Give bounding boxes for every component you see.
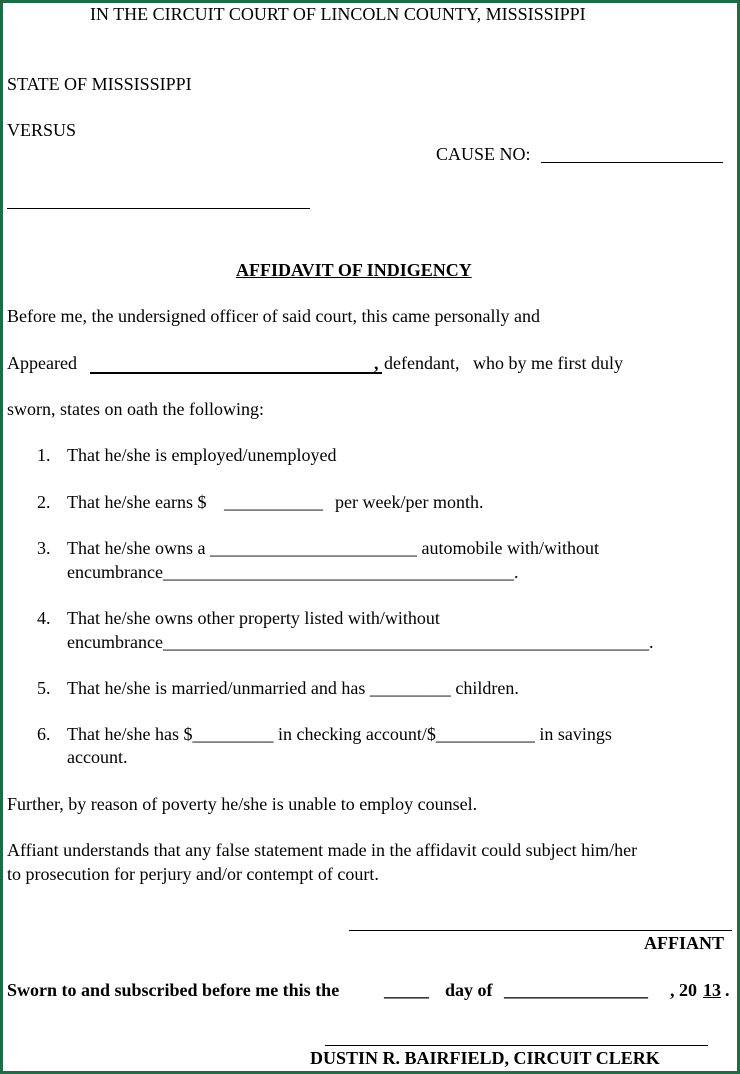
item-marital-status: That he/she is married/unmarried and has _________ children. [67, 678, 519, 698]
appeared-label: Appeared [7, 353, 77, 373]
sworn-year-suffix: 13 [703, 980, 721, 1000]
sworn-month-field[interactable]: ________________ [504, 980, 648, 1000]
cause-number-field[interactable] [541, 162, 723, 163]
sworn-period: . [725, 980, 730, 1000]
affiant-statement: Affiant understands that any false statement made in the affidavit could subject him/her [7, 840, 638, 860]
item-employment: That he/she is employed/unemployed [67, 445, 337, 465]
item-accounts-cont: account. [67, 747, 128, 767]
sworn-day-of: day of [445, 980, 493, 1000]
clerk-signature-line[interactable] [325, 1045, 708, 1046]
further-statement: Further, by reason of poverty he/she is unable to employ counsel. [7, 794, 478, 814]
appeared-name-field[interactable] [90, 372, 382, 374]
appeared-comma: , [374, 353, 379, 373]
defendant-name-field[interactable] [7, 208, 310, 209]
item-earnings-period: per week/per month. [335, 492, 484, 512]
affiant-label: AFFIANT [644, 933, 724, 953]
sworn-year-prefix: , 20 [670, 980, 697, 1000]
cause-number-label: CAUSE NO: [436, 144, 531, 164]
sworn-text: Sworn to and subscribed before me this the [7, 980, 340, 1000]
item-number: 2. [37, 492, 51, 512]
item-number: 3. [37, 538, 51, 558]
party-state: STATE OF MISSISSIPPI [7, 74, 192, 94]
affiant-statement-cont: to prosecution for perjury and/or contempt of court. [7, 864, 379, 884]
clerk-name: DUSTIN R. BAIRFIELD, CIRCUIT CLERK [310, 1048, 660, 1068]
item-automobile-encumbrance: encumbrance_______________________________________. [67, 562, 519, 582]
defendant-label: defendant, [384, 353, 460, 373]
item-number: 4. [37, 608, 51, 628]
court-heading: IN THE CIRCUIT COURT OF LINCOLN COUNTY, MISSISSIPPI [90, 4, 586, 24]
item-property: That he/she owns other property listed with/without [67, 608, 440, 628]
sworn-line: sworn, states on oath the following: [7, 399, 264, 419]
item-accounts: That he/she has $_________ in checking account/$___________ in savings [67, 724, 612, 744]
sworn-day-field[interactable]: _____ [384, 980, 429, 1000]
item-number: 1. [37, 445, 51, 465]
versus-label: VERSUS [7, 120, 77, 140]
earnings-field[interactable]: ___________ [224, 492, 323, 512]
item-property-encumbrance: encumbrance______________________________________________________. [67, 632, 654, 652]
item-number: 5. [37, 678, 51, 698]
item-number: 6. [37, 724, 51, 744]
item-automobile: That he/she owns a _______________________ automobile with/without [67, 538, 599, 558]
affiant-signature-line[interactable] [349, 930, 732, 931]
intro-line: Before me, the undersigned officer of said court, this came personally and [7, 306, 540, 326]
appeared-rest: who by me first duly [473, 353, 623, 373]
item-earnings-label: That he/she earns $ [67, 492, 207, 512]
document-title: AFFIDAVIT OF INDIGENCY [236, 260, 472, 280]
